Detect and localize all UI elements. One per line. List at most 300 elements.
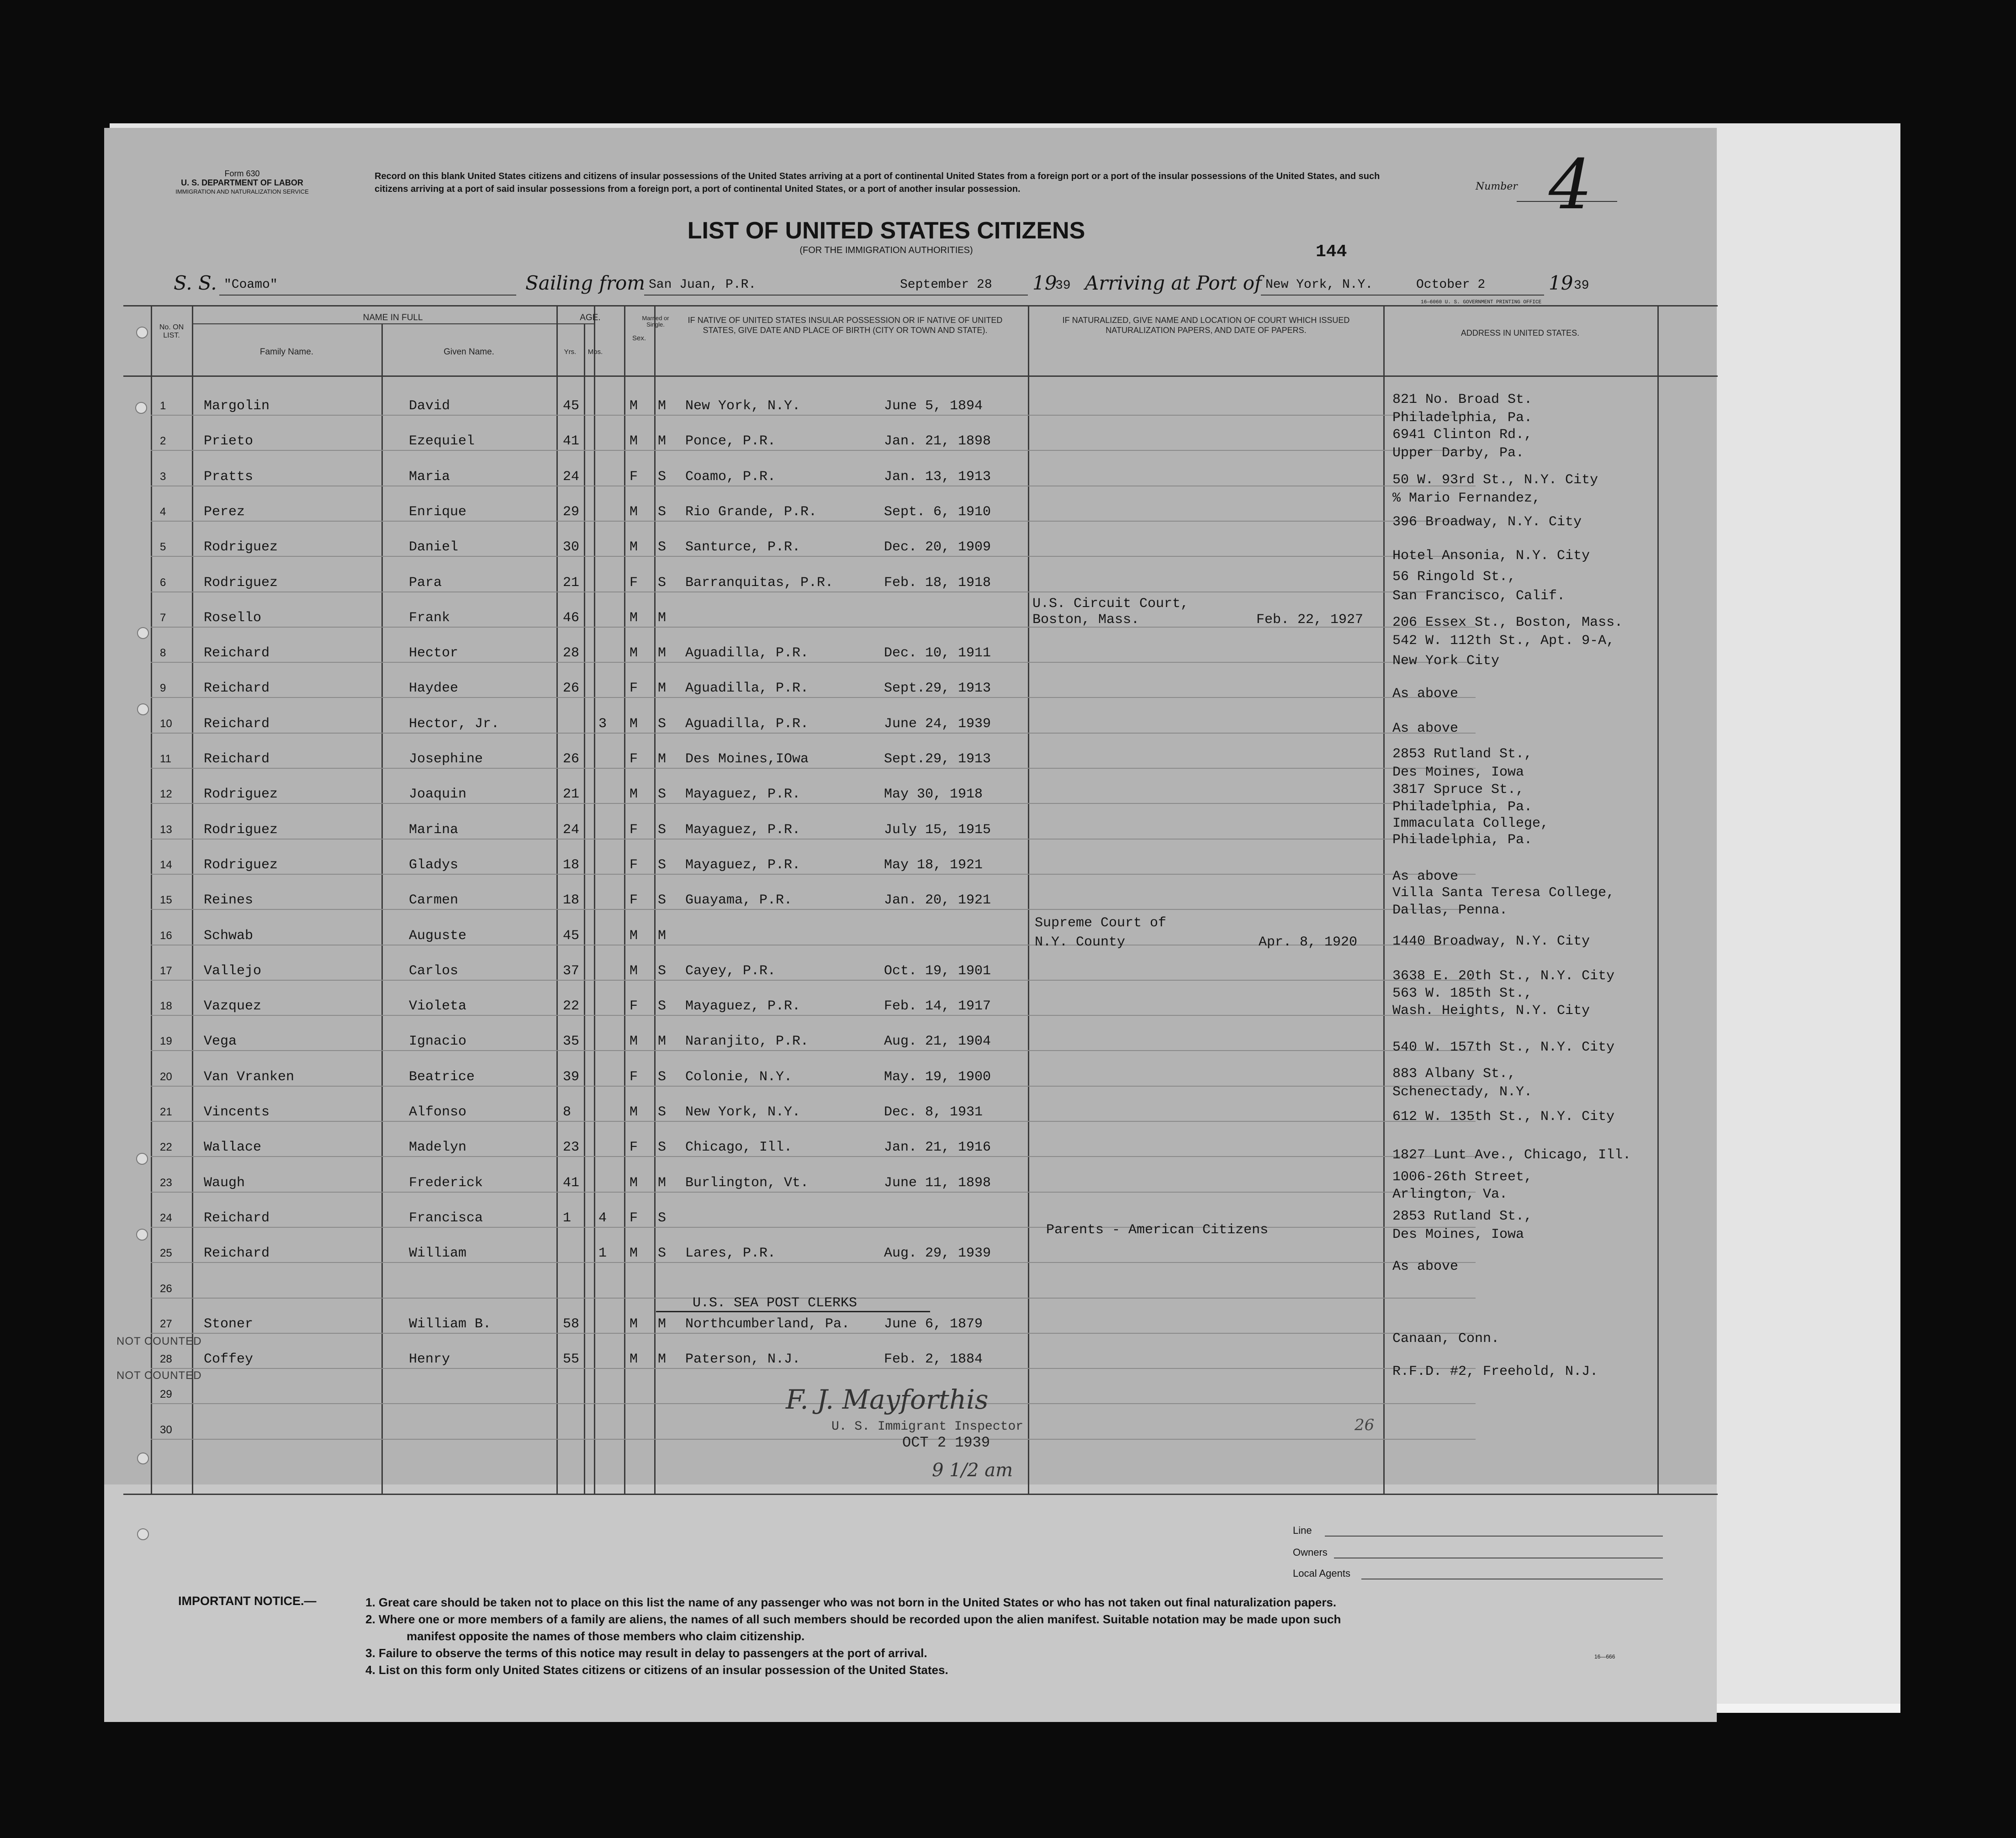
family-name: Pratts — [204, 469, 254, 485]
family-name: Reichard — [204, 716, 270, 732]
birth-date: Oct. 19, 1901 — [884, 963, 991, 979]
inspector-title: U. S. Immigrant Inspector — [831, 1420, 1024, 1434]
address-line: As above — [1392, 686, 1459, 702]
tally-mark: 26 — [1355, 1416, 1375, 1434]
given-name: Daniel — [409, 539, 459, 555]
sex: M — [630, 645, 638, 661]
age-years: 41 — [563, 433, 580, 449]
marital-status: S — [658, 893, 667, 908]
arriving-port: New York, N.Y. — [1265, 278, 1373, 292]
marital-status: S — [658, 822, 667, 838]
age-years: 8 — [563, 1104, 571, 1120]
marital-status: S — [658, 998, 667, 1014]
birth-date: Jan. 13, 1913 — [884, 469, 991, 485]
given-name: Francisca — [409, 1210, 483, 1226]
line-underline — [1325, 1536, 1663, 1537]
family-name: Vincents — [204, 1104, 270, 1120]
notice-2: 2. Where one or more members of a family are aliens, the names of all such members should be recorded upon the alien manifest. Suitable notation may be made upon such — [365, 1612, 1341, 1626]
address-line: 1006-26th Street, — [1392, 1169, 1533, 1185]
given-name: Violeta — [409, 998, 467, 1014]
punch-hole — [136, 327, 148, 338]
row-number: 13 — [160, 824, 172, 836]
sex: F — [630, 681, 638, 696]
birth-date: June 5, 1894 — [884, 398, 983, 414]
sailing-date: September 28 — [900, 278, 992, 292]
sex: M — [630, 539, 638, 555]
sailing-year-prefix: 19 — [1032, 272, 1057, 294]
col-divider — [192, 305, 193, 1495]
sex: F — [630, 469, 638, 485]
marital-status: S — [658, 1104, 667, 1120]
form-number: Form 630 — [224, 169, 260, 178]
given-name: Carmen — [409, 893, 459, 908]
birth-date: May 18, 1921 — [884, 857, 983, 873]
sex: M — [630, 963, 638, 979]
punch-hole — [137, 627, 149, 639]
age-years: 55 — [563, 1352, 580, 1367]
header-given-name: Given Name. — [444, 347, 494, 357]
arriving-year: 39 — [1574, 279, 1589, 293]
row-number: 1 — [160, 400, 166, 412]
sex: F — [630, 1069, 638, 1085]
marital-status: S — [658, 469, 667, 485]
birth-date: Sept.29, 1913 — [884, 751, 991, 767]
age-years: 23 — [563, 1140, 580, 1155]
sex: M — [630, 1175, 638, 1191]
row-rule — [151, 450, 1476, 451]
row-rule — [151, 733, 1476, 734]
age-years: 30 — [563, 539, 580, 555]
given-name: Ezequiel — [409, 433, 475, 449]
given-name: Henry — [409, 1352, 450, 1367]
age-months: 4 — [598, 1210, 607, 1226]
marital-status: S — [658, 1210, 667, 1226]
given-name: Frank — [409, 610, 450, 626]
row-number: 22 — [160, 1141, 172, 1153]
sex: F — [630, 998, 638, 1014]
header-married-single: Married or Single. — [642, 315, 669, 328]
sex: F — [630, 893, 638, 908]
birth-place: Mayaguez, P.R. — [685, 822, 801, 838]
birth-date: Dec. 20, 1909 — [884, 539, 991, 555]
service: IMMIGRATION AND NATURALIZATION SERVICE — [175, 188, 309, 195]
footer-code: 16—666 — [1594, 1653, 1615, 1660]
row-rule — [151, 803, 1476, 804]
ss-label: S. S. — [174, 272, 217, 294]
birth-date: Jan. 20, 1921 — [884, 893, 991, 908]
address-line: % Mario Fernandez, — [1392, 491, 1541, 506]
line-label: Line — [1293, 1525, 1312, 1536]
given-name: Beatrice — [409, 1069, 475, 1085]
row-rule — [151, 415, 1476, 416]
col-divider — [1028, 305, 1029, 1495]
birth-place: Coamo, P.R. — [685, 469, 776, 485]
birth-place: Burlington, Vt. — [685, 1175, 809, 1191]
address-line: 821 No. Broad St. — [1392, 392, 1533, 407]
given-name: Madelyn — [409, 1140, 467, 1155]
row-number: 16 — [160, 930, 172, 942]
header-sex: Sex. — [632, 334, 646, 342]
row-rule — [151, 1015, 1476, 1016]
ship-underline — [219, 295, 516, 296]
row-rule — [151, 1086, 1476, 1087]
birth-place: Aguadilla, P.R. — [685, 645, 809, 661]
birth-date: Aug. 21, 1904 — [884, 1034, 991, 1049]
age-months: 1 — [598, 1246, 607, 1261]
address-line: As above — [1392, 869, 1459, 884]
age-years: 24 — [563, 469, 580, 485]
important-notice-text — [365, 1594, 1667, 1679]
important-notice-label: IMPORTANT NOTICE.— — [178, 1594, 317, 1608]
row-rule — [151, 697, 1476, 698]
row-number: 8 — [160, 647, 166, 659]
age-years: 37 — [563, 963, 580, 979]
address-line: 883 Albany St., — [1392, 1066, 1516, 1082]
arriving-label: Arriving at Port of — [1085, 272, 1262, 294]
col-divider — [1657, 305, 1659, 1495]
age-years: 45 — [563, 928, 580, 944]
naturalization-location: Boston, Mass. — [1032, 612, 1140, 628]
header-mos: Mos. — [587, 348, 603, 356]
address-line: 56 Ringold St., — [1392, 569, 1516, 585]
address-line: 2853 Rutland St., — [1392, 746, 1533, 762]
marital-status: M — [658, 1034, 667, 1049]
birth-date: Aug. 29, 1939 — [884, 1246, 991, 1261]
given-name: David — [409, 398, 450, 414]
birth-date: July 15, 1915 — [884, 822, 991, 838]
sex: M — [630, 1246, 638, 1261]
address-line: Wash. Heights, N.Y. City — [1392, 1003, 1590, 1019]
given-name: Maria — [409, 469, 450, 485]
sex: M — [630, 1352, 638, 1367]
sex: F — [630, 751, 638, 767]
row-rule — [151, 1333, 1476, 1334]
marital-status: S — [658, 539, 667, 555]
row-number: 26 — [160, 1283, 172, 1295]
address-line: 3638 E. 20th St., N.Y. City — [1392, 968, 1615, 984]
family-name: Margolin — [204, 398, 270, 414]
address-line: 612 W. 135th St., N.Y. City — [1392, 1109, 1615, 1125]
age-months: 3 — [598, 716, 607, 732]
list-number: 4 — [1549, 145, 1593, 225]
row-number: 25 — [160, 1247, 172, 1259]
marital-status: S — [658, 963, 667, 979]
not-counted-stamp: NOT COUNTED — [116, 1369, 202, 1382]
col-divider — [594, 305, 595, 1495]
row-number: 7 — [160, 612, 166, 624]
col-divider — [1383, 305, 1385, 1495]
row-rule — [151, 1156, 1476, 1157]
row-number: 28 — [160, 1353, 172, 1365]
birth-date: Feb. 14, 1917 — [884, 998, 991, 1014]
naturalization-court: Supreme Court of — [1035, 915, 1167, 931]
marital-status: S — [658, 1246, 667, 1261]
header-naturalized: IF NATURALIZED, GIVE NAME AND LOCATION OF COURT WHICH ISSUED NATURALIZATION PAPERS, AND DATE OF PAPERS. — [1062, 316, 1350, 335]
table-top-border — [123, 305, 1718, 306]
row-number: 3 — [160, 470, 166, 483]
family-name: Reichard — [204, 1210, 270, 1226]
family-name: Vallejo — [204, 963, 262, 979]
family-name: Rosello — [204, 610, 262, 626]
age-years: 39 — [563, 1069, 580, 1085]
manifest-page — [104, 128, 1717, 1717]
birth-date: Dec. 10, 1911 — [884, 645, 991, 661]
row-number: 4 — [160, 506, 166, 518]
row-number: 14 — [160, 859, 172, 871]
row-number: 19 — [160, 1035, 172, 1047]
row-number: 5 — [160, 541, 166, 553]
address-line: Philadelphia, Pa. — [1392, 410, 1533, 426]
address-line: 563 W. 185th St., — [1392, 986, 1533, 1001]
birth-place: Lares, P.R. — [685, 1246, 776, 1261]
address-line: 206 Essex St., Boston, Mass. — [1392, 615, 1623, 630]
sex: M — [630, 787, 638, 802]
number-label: Number — [1476, 181, 1518, 192]
row-number: 6 — [160, 576, 166, 589]
row-rule — [151, 980, 1476, 981]
row-number: 29 — [160, 1388, 172, 1400]
age-years: 26 — [563, 751, 580, 767]
age-years: 21 — [563, 787, 580, 802]
age-years: 46 — [563, 610, 580, 626]
row-rule — [151, 874, 1476, 875]
birth-place: Mayaguez, P.R. — [685, 857, 801, 873]
marital-status: M — [658, 433, 667, 449]
age-years: 45 — [563, 398, 580, 414]
marital-status: M — [658, 928, 667, 944]
birth-place: Santurce, P.R. — [685, 539, 801, 555]
punch-hole — [137, 703, 149, 715]
address-line: 1827 Lunt Ave., Chicago, Ill. — [1392, 1147, 1631, 1163]
birth-place: Cayey, P.R. — [685, 963, 776, 979]
family-name: Rodriguez — [204, 787, 278, 802]
header-yrs: Yrs. — [564, 348, 577, 356]
birth-place: Northcumberland, Pa. — [685, 1316, 850, 1332]
naturalization-date: Apr. 8, 1920 — [1259, 935, 1358, 950]
table-bottom-border — [123, 1494, 1718, 1495]
family-name: Schwab — [204, 928, 254, 944]
print-code: 16—6060 U. S. GOVERNMENT PRINTING OFFICE — [1421, 300, 1542, 305]
family-name: Rodriguez — [204, 822, 278, 838]
row-rule — [151, 1121, 1476, 1122]
sailing-underline — [644, 295, 1028, 296]
family-name: Wallace — [204, 1140, 262, 1155]
marital-status: M — [658, 645, 667, 661]
arriving-date: October 2 — [1416, 278, 1486, 292]
address-line: 1440 Broadway, N.Y. City — [1392, 934, 1590, 949]
col-divider — [556, 305, 558, 1495]
birth-date: Sept. 6, 1910 — [884, 504, 991, 520]
row-rule — [151, 768, 1476, 769]
age-years: 24 — [563, 822, 580, 838]
given-name: Haydee — [409, 681, 459, 696]
row-number: 23 — [160, 1177, 172, 1189]
marital-status: S — [658, 857, 667, 873]
given-name: William — [409, 1246, 467, 1261]
address-line: New York City — [1392, 653, 1500, 669]
row-number: 20 — [160, 1071, 172, 1083]
row-rule — [151, 1439, 1476, 1440]
owners-label: Owners — [1293, 1547, 1328, 1558]
age-years: 18 — [563, 893, 580, 908]
row-rule — [151, 1368, 1476, 1369]
address-line: As above — [1392, 1259, 1459, 1274]
family-name: Reichard — [204, 751, 270, 767]
sex: F — [630, 857, 638, 873]
address-line: Des Moines, Iowa — [1392, 1227, 1524, 1242]
header-no: No. ON LIST. — [159, 323, 184, 339]
address-line: Philadelphia, Pa. — [1392, 799, 1533, 815]
punch-hole — [136, 1153, 148, 1165]
notice-2-cont: manifest opposite the names of those members who claim citizenship. — [407, 1629, 805, 1643]
age-years: 1 — [563, 1210, 571, 1226]
address-line: Schenectady, N.Y. — [1392, 1084, 1533, 1100]
address-line: 540 W. 157th St., N.Y. City — [1392, 1040, 1615, 1055]
address-line: Canaan, Conn. — [1392, 1331, 1500, 1347]
family-name: Waugh — [204, 1175, 245, 1191]
address-line: 6941 Clinton Rd., — [1392, 427, 1533, 443]
row-number: 12 — [160, 788, 172, 800]
page-number: 144 — [1316, 242, 1347, 262]
age-years: 35 — [563, 1034, 580, 1049]
birth-place: Barranquitas, P.R. — [685, 575, 834, 591]
sex: F — [630, 575, 638, 591]
row-rule — [151, 1227, 1476, 1228]
birth-date: May. 19, 1900 — [884, 1069, 991, 1085]
col-divider — [151, 305, 152, 1495]
address-line: R.F.D. #2, Freehold, N.J. — [1392, 1364, 1598, 1379]
address-line: 396 Broadway, N.Y. City — [1392, 514, 1582, 530]
family-name: Rodriguez — [204, 575, 278, 591]
marital-status: S — [658, 575, 667, 591]
local-agents-label: Local Agents — [1293, 1568, 1350, 1579]
time-initial: 9 1/2 am — [932, 1460, 1013, 1481]
address-line: Upper Darby, Pa. — [1392, 445, 1524, 461]
given-name: Frederick — [409, 1175, 483, 1191]
address-line: San Francisco, Calif. — [1392, 588, 1566, 604]
family-name: Reines — [204, 893, 254, 908]
naturalization-note: Parents - American Citizens — [1046, 1222, 1269, 1238]
sex: M — [630, 504, 638, 520]
family-name: Coffey — [204, 1352, 254, 1367]
sailing-port: San Juan, P.R. — [649, 278, 757, 292]
family-name: Prieto — [204, 433, 254, 449]
family-name: Vazquez — [204, 998, 262, 1014]
ship-name: "Coamo" — [224, 278, 278, 292]
birth-date: Jan. 21, 1916 — [884, 1140, 991, 1155]
sex: M — [630, 1034, 638, 1049]
given-name: Enrique — [409, 504, 467, 520]
row-number: 18 — [160, 1000, 172, 1012]
row-number: 11 — [160, 753, 171, 765]
row-number: 30 — [160, 1424, 172, 1436]
sex: F — [630, 1140, 638, 1155]
marital-status: S — [658, 1069, 667, 1085]
sex: M — [630, 1104, 638, 1120]
age-years: 18 — [563, 857, 580, 873]
row-number: 10 — [160, 718, 172, 730]
given-name: Josephine — [409, 751, 483, 767]
row-number: 17 — [160, 965, 172, 977]
marital-status: M — [658, 681, 667, 696]
age-years: 28 — [563, 645, 580, 661]
age-years: 21 — [563, 575, 580, 591]
sex: M — [630, 1316, 638, 1332]
birth-date: May 30, 1918 — [884, 787, 983, 802]
birth-place: New York, N.Y. — [685, 1104, 801, 1120]
row-number: 15 — [160, 894, 172, 906]
address-line: Hotel Ansonia, N.Y. City — [1392, 548, 1590, 564]
marital-status: M — [658, 751, 667, 767]
row-rule — [151, 909, 1476, 910]
birth-place: Rio Grande, P.R. — [685, 504, 817, 520]
naturalization-location: N.Y. County — [1035, 935, 1126, 950]
header-subdivider — [192, 323, 594, 324]
row-rule — [151, 521, 1476, 522]
age-years: 22 — [563, 998, 580, 1014]
given-name: William B. — [409, 1316, 492, 1332]
row-rule — [151, 839, 1476, 840]
address-line: Philadelphia, Pa. — [1392, 832, 1533, 848]
family-name: Stoner — [204, 1316, 254, 1332]
age-years: 41 — [563, 1175, 580, 1191]
sex: M — [630, 716, 638, 732]
form-id-block — [151, 169, 333, 196]
family-name: Van Vranken — [204, 1069, 295, 1085]
header-age: AGE. — [580, 313, 601, 322]
notice-4: 4. List on this form only United States citizens or citizens of an insular possession of the United States. — [365, 1663, 948, 1677]
marital-status: S — [658, 787, 667, 802]
inspector-signature: F. J. Mayforthis — [786, 1384, 989, 1415]
notice-1: 1. Great care should be taken not to place on this list the name of any passenger who was not born in the United States or who has not taken out final naturalization papers. — [365, 1595, 1337, 1609]
col-divider — [624, 305, 625, 1495]
punch-hole — [136, 1229, 148, 1241]
birth-place: Mayaguez, P.R. — [685, 998, 801, 1014]
family-name: Perez — [204, 504, 245, 520]
given-name: Joaquin — [409, 787, 467, 802]
family-name: Reichard — [204, 645, 270, 661]
address-line: Dallas, Penna. — [1392, 903, 1508, 918]
punch-hole — [135, 402, 147, 414]
address-line: Villa Santa Teresa College, — [1392, 885, 1615, 901]
sea-post-underline — [656, 1311, 930, 1312]
table-header-border — [123, 375, 1718, 377]
family-name: Rodriguez — [204, 857, 278, 873]
sea-post-heading: U.S. SEA POST CLERKS — [693, 1295, 857, 1311]
row-number: 2 — [160, 435, 166, 447]
birth-date: Feb. 2, 1884 — [884, 1352, 983, 1367]
birth-place: Ponce, P.R. — [685, 433, 776, 449]
row-number: 24 — [160, 1212, 172, 1224]
birth-place: Mayaguez, P.R. — [685, 787, 801, 802]
given-name: Para — [409, 575, 442, 591]
age-years: 26 — [563, 681, 580, 696]
sex: M — [630, 433, 638, 449]
family-name: Reichard — [204, 1246, 270, 1261]
address-line: 50 W. 93rd St., N.Y. City — [1392, 472, 1598, 488]
birth-date: June 24, 1939 — [884, 716, 991, 732]
marital-status: S — [658, 1140, 667, 1155]
birth-date: June 11, 1898 — [884, 1175, 991, 1191]
header-name-in-full: NAME IN FULL — [363, 313, 423, 322]
given-name: Auguste — [409, 928, 467, 944]
marital-status: S — [658, 504, 667, 520]
col-divider — [654, 305, 656, 1495]
row-number: 9 — [160, 682, 166, 694]
page-title: LIST OF UNITED STATES CITIZENS — [687, 217, 1085, 244]
notice-3: 3. Failure to observe the terms of this notice may result in delay to passengers at the port of arrival. — [365, 1646, 927, 1660]
birth-place: Chicago, Ill. — [685, 1140, 793, 1155]
